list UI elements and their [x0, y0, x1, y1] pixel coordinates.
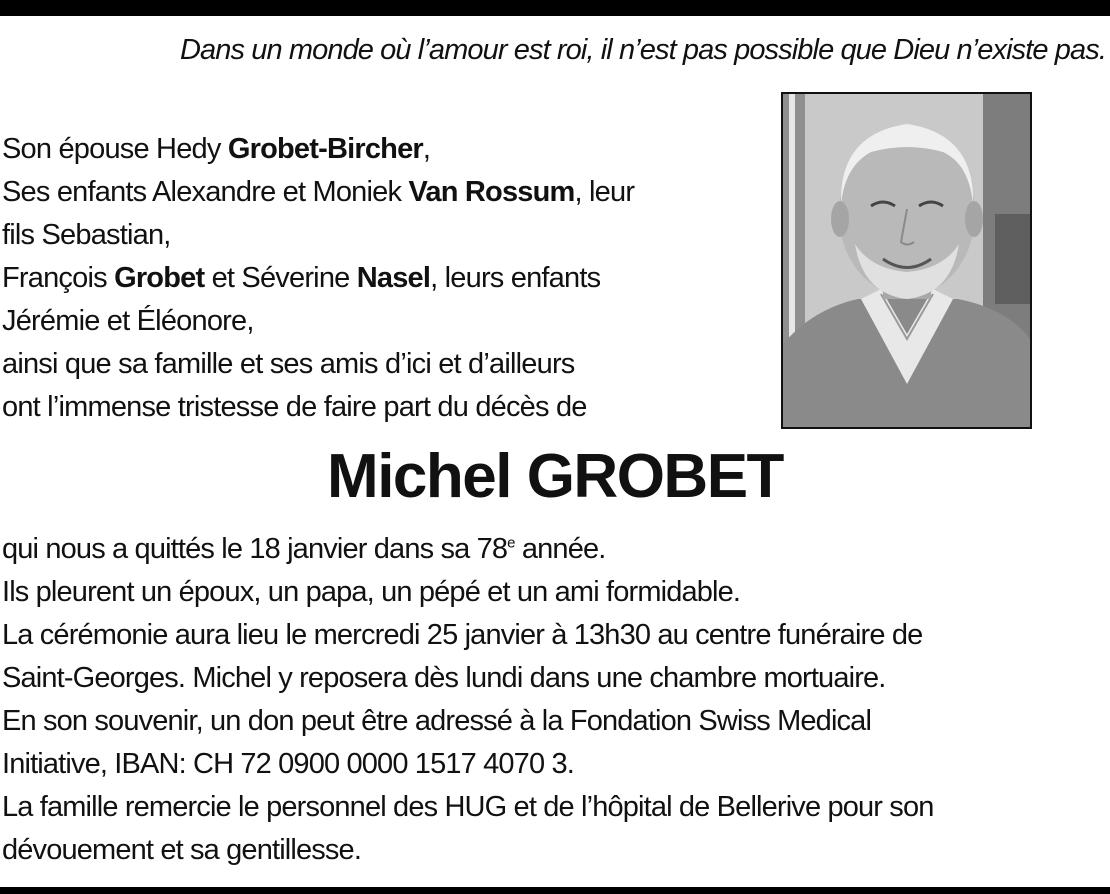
details-line-2: Ils pleurent un époux, un papa, un pépé et un ami formidable.	[2, 576, 741, 608]
family-announcement	[2, 128, 762, 429]
family-line-3: fils Sebastian,	[2, 219, 171, 251]
family-name-bold: Grobet-Bircher	[227, 133, 423, 165]
family-name-bold: Nasel	[356, 262, 431, 294]
portrait-photo	[781, 92, 1032, 429]
family-line-7: ont l’immense tristesse de faire part du décès de	[2, 391, 587, 423]
bottom-rule	[0, 887, 1110, 894]
details-line-1: qui nous a quittés le 18 janvier dans sa 78e année.	[2, 533, 606, 565]
motto-quote: Dans un monde où l’amour est roi, il n’est pas possible que Dieu n’existe pas.	[179, 34, 1106, 66]
deceased-name: Michel GROBET	[327, 442, 783, 511]
family-line-2: Ses enfants Alexandre et Moniek Van Rossum, leur	[2, 176, 635, 208]
top-rule	[0, 0, 1110, 16]
family-line-5: Jérémie et Éléonore,	[2, 305, 254, 337]
announcement-details	[2, 528, 1108, 872]
family-name-bold: Van Rossum	[408, 176, 575, 208]
details-line-8: dévouement et sa gentillesse.	[2, 834, 362, 866]
details-line-7: La famille remercie le personnel des HUG et de l’hôpital de Bellerive pour son	[2, 791, 934, 823]
portrait-illustration	[783, 94, 1030, 427]
family-line-6: ainsi que sa famille et ses amis d’ici et d’ailleurs	[2, 348, 575, 380]
details-line-5: En son souvenir, un don peut être adressé à la Fondation Swiss Medical	[2, 705, 872, 737]
family-line-4: François Grobet et Séverine Nasel, leurs enfants	[2, 262, 601, 294]
details-line-6: Initiative, IBAN: CH 72 0900 0000 1517 4070 3.	[2, 748, 574, 780]
details-line-3: La cérémonie aura lieu le mercredi 25 janvier à 13h30 au centre funéraire de	[2, 619, 923, 651]
ordinal-superscript: e	[507, 534, 515, 552]
family-name-bold: Grobet	[114, 262, 205, 294]
details-line-4: Saint-Georges. Michel y reposera dès lundi dans une chambre mortuaire.	[2, 662, 886, 694]
family-line-1: Son épouse Hedy Grobet-Bircher,	[2, 133, 431, 165]
